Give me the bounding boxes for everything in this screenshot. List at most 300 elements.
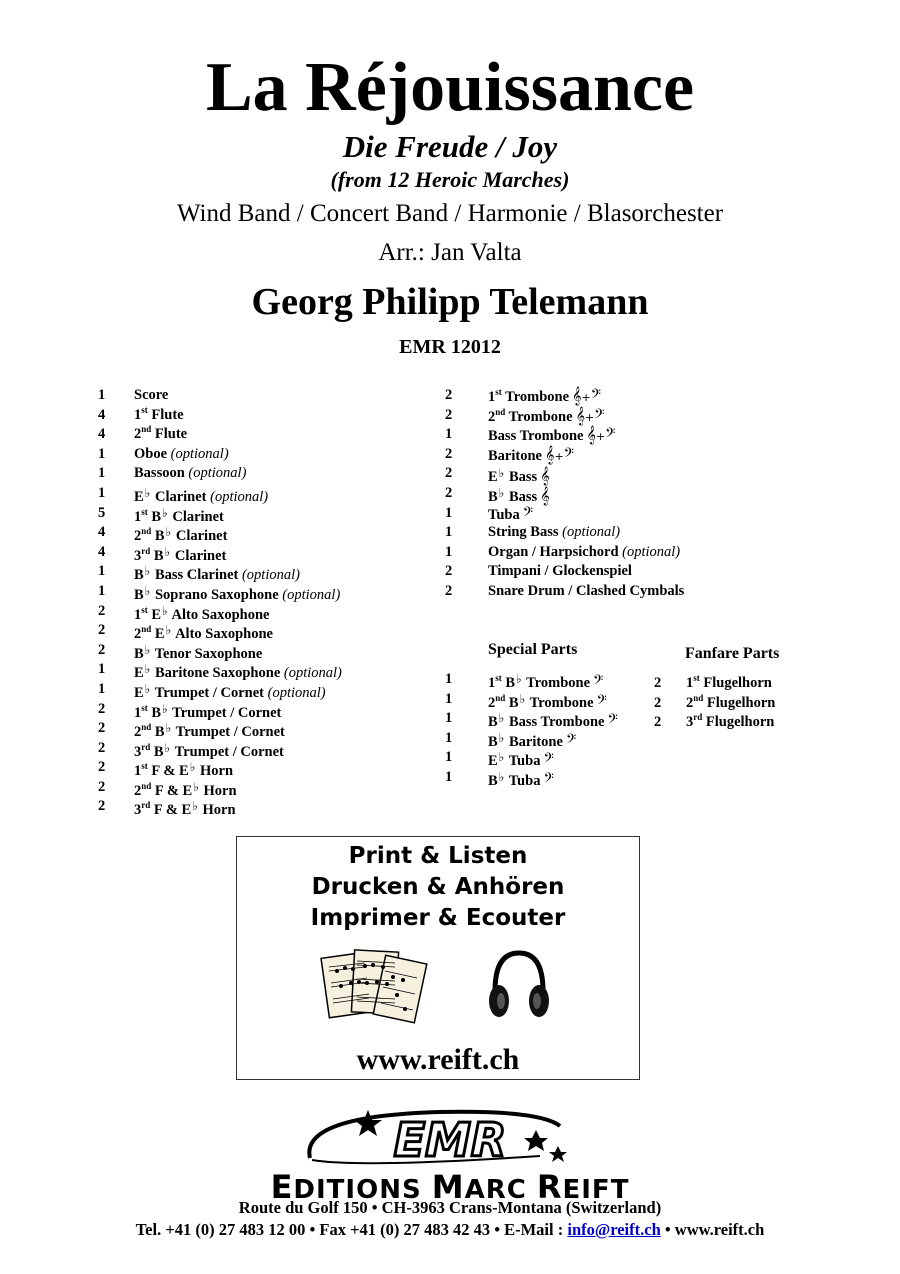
part-quantity: 2 xyxy=(98,798,106,815)
flat-sign: ♭ xyxy=(164,740,171,755)
part-label: Trombone xyxy=(526,675,591,691)
part-label: Trombone xyxy=(508,408,573,425)
flat-sign: ♭ xyxy=(519,691,526,706)
part-label: Alto Saxophone xyxy=(171,606,270,623)
parts-list-right xyxy=(445,386,745,602)
part-number: 2 xyxy=(686,694,694,711)
part-row xyxy=(445,523,745,543)
part-name xyxy=(134,464,246,484)
page-title: La Réjouissance xyxy=(205,49,695,126)
part-quantity: 1 xyxy=(445,543,453,560)
ordinal-suffix: rd xyxy=(693,712,703,723)
part-quantity: 4 xyxy=(98,524,106,541)
part-label: Oboe xyxy=(134,445,168,462)
contact-website: • www.reift.ch xyxy=(660,1220,765,1239)
sheet-music-icon xyxy=(319,947,429,1027)
part-row xyxy=(445,562,745,582)
part-name xyxy=(488,425,615,447)
part-quantity: 1 xyxy=(98,661,106,678)
ordinal-suffix: st xyxy=(495,673,502,683)
part-quantity: 2 xyxy=(445,582,453,599)
ordinal-suffix: st xyxy=(693,673,700,683)
part-label-suffix: Horn xyxy=(200,763,234,780)
key-letter: B xyxy=(153,547,164,564)
key-letter: B xyxy=(154,528,165,545)
part-number: 2 xyxy=(488,408,496,425)
promo-line-french: Imprimer & Ecouter xyxy=(310,905,566,931)
part-label: Tuba xyxy=(508,772,541,789)
promo-website-link[interactable]: www.reift.ch xyxy=(356,1043,520,1076)
print-listen-box xyxy=(236,836,640,1080)
ordinal-suffix: st xyxy=(495,387,502,397)
part-row xyxy=(98,504,438,524)
key-letter: E xyxy=(488,753,498,770)
part-label: Bass xyxy=(508,469,538,486)
flat-sign: ♭ xyxy=(192,799,198,814)
part-quantity: 1 xyxy=(445,710,453,727)
part-number: 1 xyxy=(488,389,496,405)
part-label-suffix: Horn xyxy=(203,782,237,799)
ordinal-suffix: nd xyxy=(141,624,152,635)
part-label: Trumpet / Cornet xyxy=(175,724,285,741)
emr-logo xyxy=(240,1106,660,1170)
treble-clef-icon: 𝄞 xyxy=(540,485,550,505)
part-row xyxy=(445,670,675,690)
part-name xyxy=(488,386,601,408)
part-label: Baritone xyxy=(508,733,563,750)
flat-sign: ♭ xyxy=(144,564,151,579)
part-row xyxy=(98,680,438,700)
part-row xyxy=(445,543,745,563)
composer-name: Georg Philipp Telemann xyxy=(251,281,649,323)
part-row xyxy=(98,445,438,465)
plus-sign: + xyxy=(595,430,606,444)
arranger-line: Arr.: Jan Valta xyxy=(378,239,522,266)
part-quantity: 2 xyxy=(445,465,453,482)
flat-sign: ♭ xyxy=(164,544,171,559)
special-parts-heading: Special Parts xyxy=(488,641,578,658)
treble-clef-icon: 𝄞 xyxy=(575,405,586,425)
part-label: String Bass xyxy=(488,524,559,541)
part-row xyxy=(445,425,745,445)
part-row xyxy=(98,582,438,602)
part-number: 3 xyxy=(134,547,142,564)
part-row xyxy=(98,464,438,484)
part-label: Trumpet / Cornet xyxy=(154,684,264,701)
ordinal-suffix: nd xyxy=(693,692,704,703)
part-name xyxy=(488,562,632,582)
part-quantity: 1 xyxy=(445,504,453,521)
contact-phone-fax: Tel. +41 (0) 27 483 12 00 • Fax +41 (0) 27 483 42 43 • E-Mail : xyxy=(135,1220,568,1239)
bass-clef-icon: 𝄢 xyxy=(590,386,602,405)
promo-line-german: Drucken & Anhören xyxy=(311,874,565,900)
part-label: F & E xyxy=(151,763,189,780)
part-name xyxy=(134,425,187,445)
part-row xyxy=(98,406,438,426)
part-label: Snare Drum / Clashed Cymbals xyxy=(488,582,685,599)
clef-icons xyxy=(607,711,617,730)
key-letter: B xyxy=(505,675,516,691)
fanfare-parts-heading: Fanfare Parts xyxy=(685,645,780,662)
bass-clef-icon: 𝄢 xyxy=(594,405,605,425)
key-letter: E xyxy=(134,665,144,682)
key-letter: B xyxy=(134,567,144,584)
flat-sign: ♭ xyxy=(165,623,172,638)
part-quantity: 2 xyxy=(445,484,453,501)
part-row xyxy=(98,641,438,661)
treble-clef-icon: 𝄞 xyxy=(544,444,555,464)
optional-label: (optional) xyxy=(622,543,681,560)
ordinal-suffix: st xyxy=(141,761,148,772)
part-number: 2 xyxy=(134,782,142,799)
flat-sign: ♭ xyxy=(144,662,151,677)
publisher-name: EDITIONS MARC REIFT xyxy=(270,1168,630,1206)
clef-icons xyxy=(540,486,549,505)
part-row xyxy=(445,504,745,524)
part-row xyxy=(98,778,438,798)
ensemble-line: Wind Band / Concert Band / Harmonie / Blasorchester xyxy=(176,200,724,227)
part-quantity: 2 xyxy=(98,759,106,776)
part-row xyxy=(98,386,438,406)
part-quantity: 1 xyxy=(445,426,453,443)
headphones-icon xyxy=(487,947,551,1023)
part-name xyxy=(686,694,775,714)
part-number: 3 xyxy=(686,714,694,731)
part-number: 3 xyxy=(134,802,142,819)
part-number: 2 xyxy=(488,694,496,711)
part-name xyxy=(488,406,605,428)
subtitle: Die Freude / Joy xyxy=(342,129,558,164)
part-quantity: 1 xyxy=(98,484,106,501)
clef-icons xyxy=(540,466,549,485)
key-letter: B xyxy=(151,508,162,525)
clef-icons xyxy=(586,425,615,444)
flat-sign: ♭ xyxy=(498,750,505,765)
part-quantity: 1 xyxy=(98,445,106,462)
key-letter: B xyxy=(488,714,498,731)
part-quantity: 2 xyxy=(445,563,453,580)
key-letter: E xyxy=(154,626,165,643)
part-name xyxy=(686,713,774,733)
flat-sign: ♭ xyxy=(144,642,151,657)
bass-clef-icon: 𝄢 xyxy=(522,503,534,523)
part-number: 1 xyxy=(134,763,142,780)
part-label: Flugelhorn xyxy=(703,675,772,691)
bass-clef-icon: 𝄢 xyxy=(596,691,607,711)
part-row xyxy=(445,406,745,426)
flat-sign: ♭ xyxy=(162,603,168,618)
part-quantity: 1 xyxy=(98,387,106,403)
special-parts-list xyxy=(445,670,675,788)
bass-clef-icon: 𝄢 xyxy=(543,750,554,770)
part-quantity: 2 xyxy=(98,622,106,639)
part-number: 3 xyxy=(134,743,142,760)
flat-sign: ♭ xyxy=(498,485,505,500)
part-number: 2 xyxy=(134,724,142,741)
clef-icons xyxy=(576,406,605,425)
part-number: 1 xyxy=(134,704,142,721)
optional-label: (optional) xyxy=(283,665,342,682)
part-label: Trumpet / Cornet xyxy=(172,704,282,721)
part-row xyxy=(445,445,745,465)
flat-sign: ♭ xyxy=(165,525,172,540)
ordinal-suffix: st xyxy=(141,604,148,615)
part-label: Flugelhorn xyxy=(705,714,775,731)
part-label: Timpani / Glockenspiel xyxy=(488,563,632,580)
publisher-address: Route du Golf 150 • CH-3963 Crans-Montana (Switzerland) xyxy=(238,1198,662,1217)
part-row xyxy=(445,729,675,749)
key-letter: E xyxy=(488,469,498,486)
part-row xyxy=(445,464,745,484)
part-quantity: 4 xyxy=(98,426,106,443)
flat-sign: ♭ xyxy=(498,730,505,745)
part-quantity: 1 xyxy=(445,749,453,766)
part-quantity: 1 xyxy=(98,680,106,697)
part-label: Trombone xyxy=(529,694,594,711)
part-quantity: 2 xyxy=(98,602,106,619)
part-name xyxy=(134,797,236,821)
plus-sign: + xyxy=(554,449,564,463)
part-row xyxy=(98,523,438,543)
logo-text: EMR xyxy=(393,1113,507,1167)
part-label: Bass Trombone xyxy=(488,428,584,445)
part-name xyxy=(686,674,772,694)
key-letter: B xyxy=(508,694,519,711)
part-quantity: 1 xyxy=(445,671,453,687)
part-label: Tenor Saxophone xyxy=(154,645,263,662)
part-quantity: 2 xyxy=(98,700,106,717)
bass-clef-icon: 𝄢 xyxy=(543,769,554,789)
promo-line-english: Print & Listen xyxy=(348,843,528,869)
bass-clef-icon: 𝄢 xyxy=(565,730,577,750)
part-label: Score xyxy=(134,387,169,403)
treble-clef-icon: 𝄞 xyxy=(540,466,550,486)
clef-icons xyxy=(566,731,576,750)
part-label: Trumpet / Cornet xyxy=(174,743,284,760)
part-label-suffix: Horn xyxy=(202,802,236,819)
flat-sign: ♭ xyxy=(498,711,505,726)
part-label: F & E xyxy=(154,782,193,799)
ordinal-suffix: nd xyxy=(141,526,152,537)
part-row xyxy=(98,621,438,641)
flat-sign: ♭ xyxy=(165,721,172,736)
optional-label: (optional) xyxy=(210,488,269,505)
part-quantity: 2 xyxy=(654,694,662,711)
ordinal-suffix: nd xyxy=(141,722,152,733)
part-quantity: 1 xyxy=(98,563,106,580)
plus-sign: + xyxy=(581,391,591,404)
key-letter: B xyxy=(488,772,498,789)
ordinal-suffix: rd xyxy=(141,741,151,752)
part-quantity: 2 xyxy=(445,387,453,403)
part-row xyxy=(98,484,438,504)
key-letter: E xyxy=(134,488,144,505)
part-number: 1 xyxy=(686,675,694,691)
clef-icons xyxy=(523,504,533,523)
part-name xyxy=(488,582,684,602)
flat-sign: ♭ xyxy=(144,681,151,696)
part-number: 1 xyxy=(488,675,496,691)
part-row xyxy=(98,425,438,445)
part-label: Soprano Saxophone xyxy=(154,586,279,603)
part-quantity: 2 xyxy=(98,739,106,756)
ordinal-suffix: nd xyxy=(495,406,506,417)
clef-icons xyxy=(572,386,601,405)
ordinal-suffix: st xyxy=(141,506,148,517)
part-label: Bassoon xyxy=(134,465,185,482)
part-row xyxy=(445,484,745,504)
part-name xyxy=(488,504,533,526)
key-letter: B xyxy=(134,645,144,662)
part-label: Trombone xyxy=(505,389,570,405)
part-number: 1 xyxy=(134,406,142,423)
key-letter: B xyxy=(154,724,165,741)
part-number: 2 xyxy=(134,528,142,545)
part-row xyxy=(98,700,438,720)
optional-label: (optional) xyxy=(267,684,326,701)
flat-sign: ♭ xyxy=(516,672,522,686)
ordinal-suffix: st xyxy=(141,404,148,415)
part-row xyxy=(654,694,834,714)
part-name xyxy=(488,523,620,543)
part-label: Tuba xyxy=(508,753,541,770)
key-letter: B xyxy=(488,488,498,505)
flat-sign: ♭ xyxy=(144,583,151,598)
part-label: Bass Trombone xyxy=(508,714,605,731)
part-row xyxy=(445,748,675,768)
key-letter: B xyxy=(153,743,164,760)
key-letter: E xyxy=(151,606,162,623)
part-label: Clarinet xyxy=(154,488,207,505)
parts-list-left xyxy=(98,386,438,817)
clef-icons xyxy=(545,445,574,464)
bass-clef-icon: 𝄢 xyxy=(607,711,618,731)
part-quantity: 2 xyxy=(98,778,106,795)
part-name xyxy=(134,445,229,465)
key-letter: B xyxy=(134,586,144,603)
part-row xyxy=(445,582,745,602)
optional-label: (optional) xyxy=(241,567,300,584)
part-name xyxy=(134,386,168,406)
part-label: Baritone Saxophone xyxy=(154,665,281,682)
part-quantity: 1 xyxy=(98,582,106,599)
key-letter: B xyxy=(151,704,162,721)
part-row xyxy=(98,739,438,759)
part-row xyxy=(445,690,675,710)
part-quantity: 2 xyxy=(654,714,662,731)
part-row xyxy=(98,719,438,739)
part-quantity: 1 xyxy=(445,729,453,746)
ordinal-suffix: st xyxy=(141,702,148,713)
key-letter: E xyxy=(134,684,144,701)
part-row xyxy=(445,386,745,406)
part-row xyxy=(445,709,675,729)
bass-clef-icon: 𝄢 xyxy=(563,444,574,464)
subtitle-collection: (from 12 Heroic Marches) xyxy=(330,167,570,192)
part-label: Organ / Harpsichord xyxy=(488,543,619,560)
bass-clef-icon: 𝄢 xyxy=(605,425,616,445)
part-name xyxy=(488,768,554,792)
part-number: 1 xyxy=(134,508,142,525)
part-row xyxy=(98,602,438,622)
part-number: 2 xyxy=(134,626,142,643)
flat-sign: ♭ xyxy=(498,466,505,481)
part-label: Flugelhorn xyxy=(706,694,776,711)
part-quantity: 4 xyxy=(98,406,106,423)
bass-clef-icon: 𝄢 xyxy=(593,672,604,691)
part-row xyxy=(98,562,438,582)
ordinal-suffix: nd xyxy=(141,780,152,791)
ordinal-suffix: nd xyxy=(495,692,506,703)
flat-sign: ♭ xyxy=(162,701,168,716)
optional-label: (optional) xyxy=(170,445,229,462)
flat-sign: ♭ xyxy=(498,769,505,784)
part-label: Bass Clarinet xyxy=(154,567,239,584)
part-number: 2 xyxy=(134,426,142,443)
flat-sign: ♭ xyxy=(162,505,168,520)
part-label: Tuba xyxy=(488,506,520,523)
part-row xyxy=(98,660,438,680)
part-label: Bass xyxy=(508,488,538,505)
part-name xyxy=(488,445,574,467)
part-label: Alto Saxophone xyxy=(175,626,273,643)
part-quantity: 5 xyxy=(98,504,106,521)
part-row xyxy=(98,797,438,817)
treble-clef-icon: 𝄞 xyxy=(586,425,596,445)
clef-icons xyxy=(593,672,603,691)
clef-icons xyxy=(543,770,553,789)
part-quantity: 2 xyxy=(445,445,453,462)
part-quantity: 4 xyxy=(98,543,106,560)
flat-sign: ♭ xyxy=(144,485,151,500)
optional-label: (optional) xyxy=(188,465,247,482)
optional-label: (optional) xyxy=(282,586,341,603)
part-quantity: 1 xyxy=(98,465,106,482)
part-quantity: 2 xyxy=(98,641,106,658)
part-name xyxy=(134,406,184,426)
part-name xyxy=(488,543,680,563)
part-quantity: 2 xyxy=(98,720,106,737)
clef-icons xyxy=(597,692,607,711)
part-quantity: 2 xyxy=(654,675,662,691)
part-label: F & E xyxy=(153,802,192,819)
flat-sign: ♭ xyxy=(189,760,196,775)
treble-clef-icon: 𝄞 xyxy=(572,386,582,405)
part-row xyxy=(654,713,834,733)
part-label: Flute xyxy=(151,406,184,423)
part-row xyxy=(445,768,675,788)
key-letter: B xyxy=(488,733,498,750)
email-link[interactable]: info@reift.ch xyxy=(567,1220,661,1239)
part-number: 1 xyxy=(134,606,142,623)
part-label: Clarinet xyxy=(175,528,228,545)
ordinal-suffix: nd xyxy=(141,424,152,435)
ordinal-suffix: rd xyxy=(141,545,151,556)
optional-label: (optional) xyxy=(562,524,621,541)
part-quantity: 1 xyxy=(445,690,453,707)
part-quantity: 2 xyxy=(445,406,453,423)
part-label: Flute xyxy=(154,426,188,443)
part-row xyxy=(654,674,834,694)
flat-sign: ♭ xyxy=(193,779,199,794)
part-label: Baritone xyxy=(488,447,542,464)
ordinal-suffix: rd xyxy=(141,800,151,811)
part-row xyxy=(98,758,438,778)
clef-icons xyxy=(543,750,553,769)
part-label: Clarinet xyxy=(174,547,227,564)
fanfare-parts-list xyxy=(654,674,834,733)
part-label: Clarinet xyxy=(172,508,224,525)
